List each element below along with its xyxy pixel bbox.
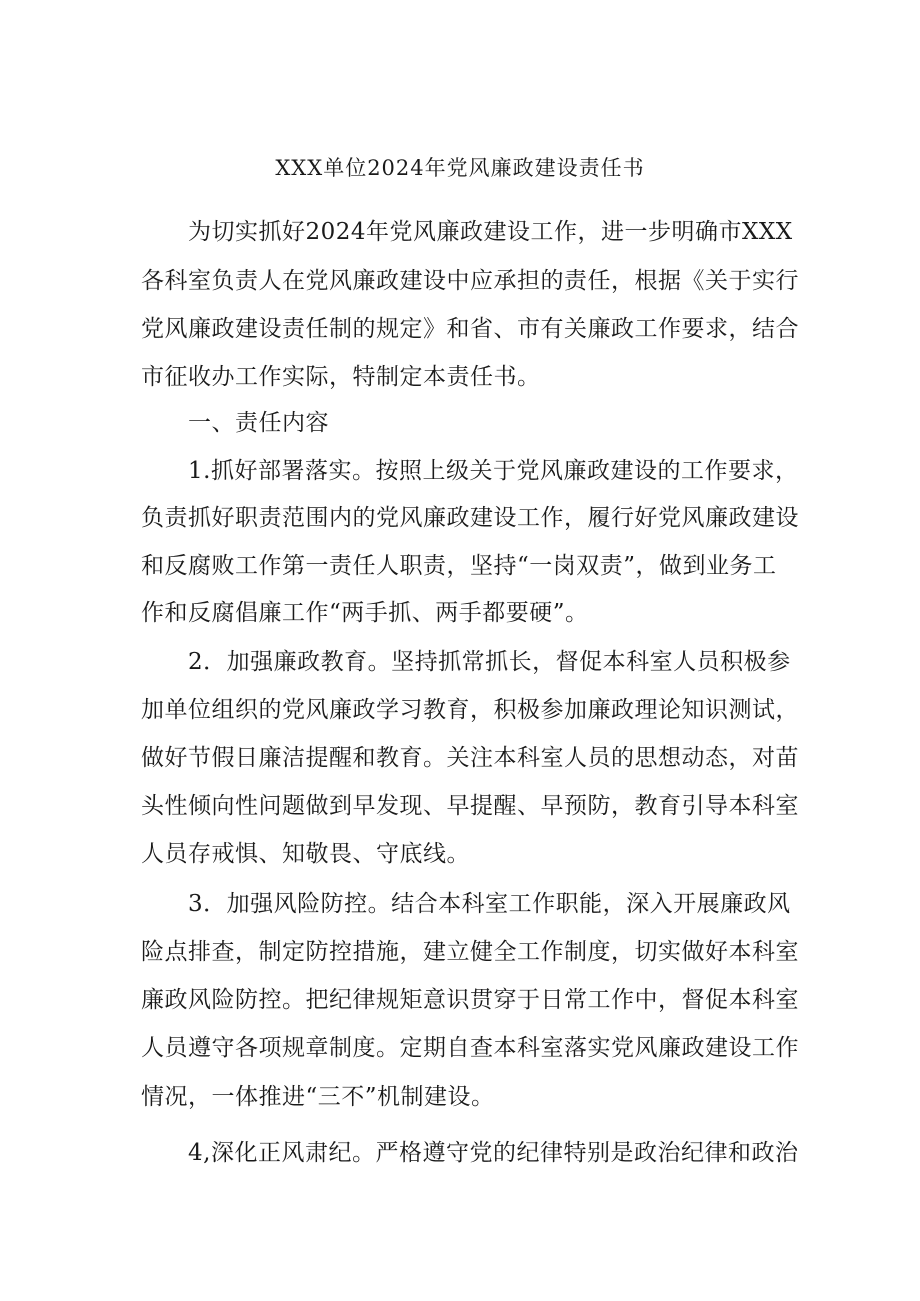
paragraph-line: 情况，一体推进“三不”机制建设。	[141, 1084, 495, 1110]
document-title: XXX单位2024年党风廉政建设责任书	[275, 156, 645, 180]
paragraph-line: 3．加强风险防控。结合本科室工作职能，深入开展廉政风	[188, 891, 791, 917]
paragraph-line: 头性倾向性问题做到早发现、早提醒、早预防，教育引导本科室	[141, 793, 799, 819]
section-heading: 一、责任内容	[188, 410, 329, 436]
paragraph-line: 市征收办工作实际，特制定本责任书。	[141, 364, 541, 390]
paragraph-line: 负责抓好职责范围内的党风廉政建设工作，履行好党风廉政建设	[141, 505, 799, 531]
paragraph-line: 4,深化正风肃纪。严格遵守党的纪律特别是政治纪律和政治	[188, 1140, 799, 1166]
paragraph-line: 各科室负责人在党风廉政建设中应承担的责任，根据《关于实行	[141, 268, 799, 294]
paragraph-line: 加单位组织的党风廉政学习教育，积极参加廉政理论知识测试，	[141, 697, 799, 723]
paragraph-line: 2．加强廉政教育。坚持抓常抓长，督促本科室人员积极参	[188, 649, 791, 675]
paragraph-line: 廉政风险防控。把纪律规矩意识贯穿于日常工作中，督促本科室	[141, 987, 799, 1013]
paragraph-line: 和反腐败工作第一责任人职责，坚持“一岗双责”，做到业务工	[141, 553, 777, 579]
paragraph-line: 做好节假日廉洁提醒和教育。关注本科室人员的思想动态，对苗	[141, 745, 799, 771]
paragraph-line: 人员遵守各项规章制度。定期自查本科室落实党风廉政建设工作	[141, 1035, 799, 1061]
paragraph-line: 1.抓好部署落实。按照上级关于党风廉政建设的工作要求，	[188, 458, 799, 484]
paragraph-line: 党风廉政建设责任制的规定》和省、市有关廉政工作要求，结合	[141, 316, 799, 342]
paragraph-line: 为切实抓好2024年党风廉政建设工作，进一步明确市XXX	[188, 219, 793, 245]
paragraph-line: 险点排查，制定防控措施，建立健全工作制度，切实做好本科室	[141, 939, 799, 965]
paragraph-line: 人员存戒惧、知敬畏、守底线。	[141, 841, 470, 867]
paragraph-line: 作和反腐倡廉工作“两手抓、两手都要硬”。	[141, 600, 589, 626]
